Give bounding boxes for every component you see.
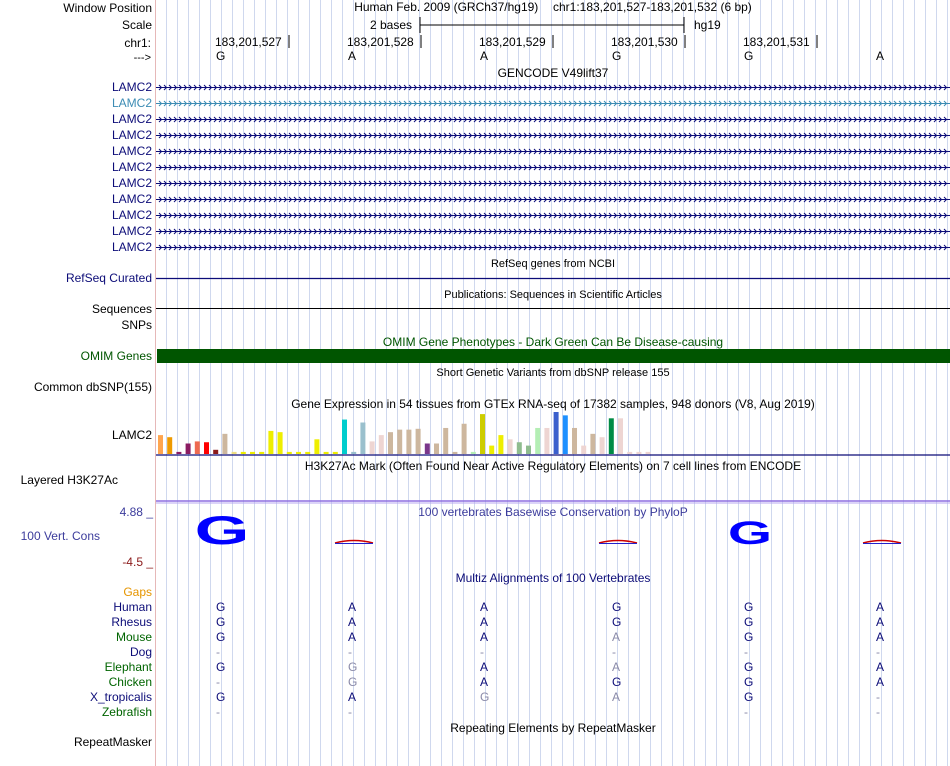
gtex-tissue-bar: [434, 444, 439, 455]
alignment-base: -: [216, 675, 220, 689]
gencode-gene-label[interactable]: LAMC2: [111, 160, 152, 174]
alignment-base: -: [216, 705, 220, 719]
gencode-gene-label[interactable]: LAMC2: [111, 144, 152, 158]
gtex-tissue-bar: [333, 452, 338, 454]
gtex-tissue-bar: [176, 452, 181, 454]
cons-ymin-label: -4.5 _: [122, 555, 153, 569]
gtex-tissue-bar: [250, 452, 255, 454]
position-text: chr1:183,201,527-183,201,532 (6 bp): [552, 0, 752, 14]
repeatmasker-track-title: Repeating Elements by RepeatMasker: [450, 721, 656, 735]
alignment-base: A: [348, 630, 357, 644]
gtex-tissue-bar: [627, 452, 632, 454]
gtex-tissue-bar: [618, 418, 623, 454]
alignment-base: G: [744, 615, 754, 629]
alignment-base: -: [744, 645, 748, 659]
scale-label: Scale: [121, 18, 152, 32]
gencode-gene-label[interactable]: LAMC2: [111, 80, 152, 94]
reference-base: A: [876, 49, 885, 63]
gtex-tissue-bar: [609, 418, 614, 454]
gtex-tissue-bar: [535, 428, 540, 454]
base-grid-lines: [167, 0, 948, 766]
gencode-gene-label[interactable]: LAMC2: [111, 208, 152, 222]
gtex-tissue-bar: [636, 452, 641, 454]
alignment-base: A: [612, 630, 621, 644]
species-label: Dog: [129, 645, 152, 659]
gtex-tissue-bar: [388, 432, 393, 454]
gencode-gene-label[interactable]: LAMC2: [111, 240, 152, 254]
cons-ymax-label: 4.88 _: [119, 505, 153, 519]
h3k27ac-track-label[interactable]: Layered H3K27Ac: [20, 473, 118, 487]
gencode-gene-label[interactable]: LAMC2: [111, 96, 152, 110]
alignment-base: A: [612, 690, 621, 704]
gtex-tissue-bar: [508, 439, 513, 454]
species-label: Elephant: [104, 660, 152, 674]
alignment-base: G: [216, 600, 226, 614]
db-text: hg19: [694, 18, 721, 32]
gencode-gene-label[interactable]: LAMC2: [111, 224, 152, 238]
gtex-tissue-bar: [554, 412, 559, 454]
alignment-base: G: [480, 690, 490, 704]
repeatmasker-track-label[interactable]: RepeatMasker: [73, 735, 152, 749]
snps-track-label[interactable]: SNPs: [121, 318, 152, 332]
alignment-base: A: [348, 600, 357, 614]
gtex-tissue-bar: [498, 435, 503, 454]
gencode-gene-label[interactable]: LAMC2: [111, 192, 152, 206]
window-position-label: Window Position: [63, 1, 152, 15]
omim-phenotype-bar: [157, 349, 950, 363]
dbsnp-track-title: Short Genetic Variants from dbSNP release 155: [436, 367, 670, 379]
gtex-tissue-bar: [517, 442, 522, 454]
alignment-base: A: [480, 600, 489, 614]
gtex-tissue-bar: [425, 444, 430, 455]
gencode-transcript-lines: [156, 85, 950, 250]
alignment-base: G: [348, 675, 358, 689]
alignment-base: A: [876, 615, 885, 629]
gtex-tissue-bar: [351, 452, 356, 454]
coordinate-label: 183,201,529: [479, 35, 546, 49]
cons-logo-letter: G: [727, 514, 773, 551]
gtex-tissue-bar: [268, 431, 273, 454]
chrom-label: chr1:: [124, 36, 151, 50]
gtex-tissue-bar: [379, 435, 384, 454]
alignment-base: A: [876, 660, 885, 674]
gtex-tissue-bar: [241, 452, 246, 454]
alignment-base: G: [216, 690, 226, 704]
omim-track-title: OMIM Gene Phenotypes - Dark Green Can Be Disease-causing: [382, 335, 724, 349]
alignment-base: G: [744, 630, 754, 644]
alignment-base: G: [216, 660, 226, 674]
gencode-gene-label[interactable]: LAMC2: [111, 128, 152, 142]
coordinate-label: 183,201,527: [215, 35, 282, 49]
gtex-tissue-bar: [195, 441, 200, 454]
species-label: X_tropicalis: [89, 690, 152, 704]
gtex-tissue-bar: [158, 435, 163, 454]
gaps-label: Gaps: [123, 585, 152, 599]
gtex-tissue-bar: [462, 424, 467, 454]
gtex-track-title: Gene Expression in 54 tissues from GTEx RNA-seq of 17382 samples, 948 donors (V8, Aug 2019): [291, 397, 815, 411]
refseq-track-title: RefSeq genes from NCBI: [490, 258, 616, 270]
reference-base: A: [480, 49, 489, 63]
alignment-base: G: [612, 600, 622, 614]
dbsnp-track-label[interactable]: Common dbSNP(155): [33, 380, 152, 394]
alignment-base: -: [348, 705, 352, 719]
gtex-tissue-bar: [526, 446, 531, 454]
gtex-tissue-bar: [489, 446, 494, 454]
species-label: Rhesus: [111, 615, 152, 629]
alignment-base: -: [744, 705, 748, 719]
publications-track-title: Publications: Sequences in Scientific Articles: [444, 289, 662, 301]
species-label: Human: [113, 600, 152, 614]
gtex-tissue-bar: [324, 452, 329, 454]
alignment-base: G: [744, 660, 754, 674]
alignment-base: G: [612, 675, 622, 689]
gtex-tissue-bar: [600, 437, 605, 454]
alignment-base: A: [876, 630, 885, 644]
gtex-tissue-bar: [406, 430, 411, 454]
coordinate-label: 183,201,530: [611, 35, 678, 49]
assembly-position-line: [156, 0, 950, 14]
alignment-base: A: [348, 690, 357, 704]
alignment-base: A: [876, 675, 885, 689]
gtex-tissue-bar: [646, 452, 651, 454]
alignment-base: A: [480, 675, 489, 689]
tracks-canvas: [156, 0, 950, 766]
h3k27ac-track-title: H3K27Ac Mark (Often Found Near Active Regulatory Elements) on 7 cell lines from ENCODE: [304, 459, 802, 473]
species-label: Zebrafish: [101, 705, 152, 719]
reference-base: G: [612, 49, 622, 63]
alignment-base: A: [480, 660, 489, 674]
gtex-tissue-bar: [232, 452, 237, 454]
species-label: Chicken: [108, 675, 152, 689]
gtex-tissue-bar: [314, 439, 319, 454]
gtex-tissue-bar: [480, 414, 485, 454]
alignment-base: A: [480, 630, 489, 644]
cons-logo-letter: G: [194, 508, 250, 554]
gtex-tissue-bar: [581, 446, 586, 454]
gtex-tissue-bar: [204, 442, 209, 454]
alignment-base: G: [216, 615, 226, 629]
gtex-tissue-bar: [563, 415, 568, 454]
gtex-expression-bars: [158, 412, 651, 454]
alignment-base: -: [216, 645, 220, 659]
gencode-gene-label[interactable]: LAMC2: [111, 176, 152, 190]
cons-track-label[interactable]: 100 Vert. Cons: [20, 529, 100, 543]
alignment-base: -: [348, 645, 352, 659]
alignment-base: -: [876, 690, 880, 704]
track-labels-panel: [0, 0, 155, 766]
gtex-tissue-bar: [544, 428, 549, 454]
track-image-area[interactable]: [156, 0, 950, 766]
refseq-track-label[interactable]: RefSeq Curated: [65, 271, 152, 285]
alignment-base: -: [876, 645, 880, 659]
omim-track-label[interactable]: OMIM Genes: [80, 349, 152, 363]
gtex-tissue-bar: [471, 452, 476, 454]
alignment-base: -: [612, 645, 616, 659]
gtex-tissue-bar: [222, 434, 227, 454]
alignment-base: G: [744, 690, 754, 704]
alignment-base: -: [480, 645, 484, 659]
alignment-base: -: [876, 705, 880, 719]
gtex-tissue-bar: [397, 430, 402, 454]
species-label: Mouse: [115, 630, 152, 644]
scale-text: 2 bases: [370, 18, 413, 32]
gtex-track-label[interactable]: LAMC2: [111, 428, 152, 442]
gtex-tissue-bar: [213, 450, 218, 454]
gtex-tissue-bar: [370, 441, 375, 454]
publications-track-label[interactable]: Sequences: [91, 302, 152, 316]
alignment-base: G: [216, 630, 226, 644]
alignment-base: A: [612, 660, 621, 674]
coordinate-label: 183,201,531: [743, 35, 810, 49]
reference-base: G: [216, 49, 226, 63]
gtex-tissue-bar: [278, 432, 283, 454]
strand-label: --->: [133, 52, 151, 64]
alignment-base: G: [348, 660, 358, 674]
assembly-text: Human Feb. 2009 (GRCh37/hg19): [354, 0, 539, 14]
gtex-tissue-bar: [342, 420, 347, 454]
alignment-base: A: [348, 615, 357, 629]
gtex-tissue-bar: [287, 452, 292, 454]
alignment-base: G: [744, 675, 754, 689]
multiz-track-title: Multiz Alignments of 100 Vertebrates: [455, 571, 651, 585]
alignment-base: A: [480, 615, 489, 629]
alignment-base: A: [876, 600, 885, 614]
alignment-base: G: [744, 600, 754, 614]
reference-base: G: [744, 49, 754, 63]
alignment-base: G: [612, 615, 622, 629]
gtex-tissue-bar: [416, 429, 421, 454]
gtex-tissue-bar: [443, 428, 448, 454]
coordinate-label: 183,201,528: [347, 35, 414, 49]
gtex-tissue-bar: [590, 434, 595, 454]
gtex-tissue-bar: [259, 452, 264, 454]
gtex-tissue-bar: [167, 437, 172, 454]
gtex-tissue-bar: [305, 452, 310, 454]
gtex-tissue-bar: [452, 452, 457, 454]
gtex-tissue-bar: [572, 428, 577, 454]
gencode-track-title: GENCODE V49lift37: [497, 66, 609, 80]
gencode-gene-label[interactable]: LAMC2: [111, 112, 152, 126]
gtex-tissue-bar: [186, 444, 191, 455]
cons-track-title: 100 vertebrates Basewise Conservation by PhyloP: [418, 505, 688, 519]
reference-base: A: [348, 49, 357, 63]
gtex-tissue-bar: [296, 452, 301, 454]
gtex-tissue-bar: [360, 423, 365, 455]
